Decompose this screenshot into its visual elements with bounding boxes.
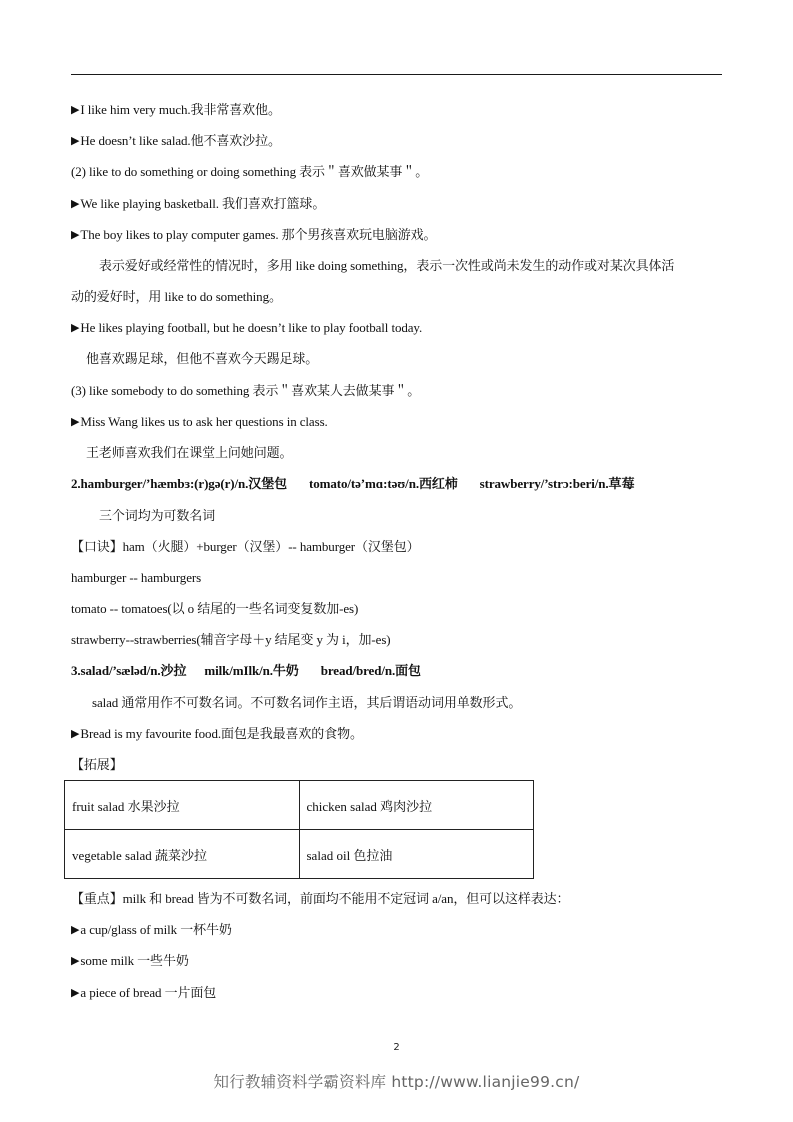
- footer-watermark: 知行教辅资料学霸资料库 http://www.lianjie99.cn/: [213, 1073, 580, 1091]
- page-number: 2: [393, 1042, 400, 1053]
- note: salad 通常用作不可数名词。不可数名词作主语，其后谓语动词用单数形式。: [92, 695, 522, 710]
- table-cell: fruit salad 水果沙拉: [65, 781, 300, 830]
- vocab-heading-2: [71, 475, 634, 493]
- translation: 王老师喜欢我们在课堂上问她问题。: [86, 445, 293, 460]
- vocab-tomato: tomato/tə’mɑ:təʊ/n.西红柿: [309, 476, 458, 491]
- vocab-salad: 3.salad/’sæləd/n.沙拉: [71, 663, 187, 678]
- extension-table: [64, 780, 534, 879]
- header-rule: [71, 74, 722, 75]
- bullet-icon: ▶: [71, 987, 80, 999]
- table-cell: salad oil 色拉油: [299, 830, 534, 879]
- bullet-icon: ▶: [71, 924, 80, 936]
- plural-form: tomato -- tomatoes(以 o 结尾的一些名词变复数加-es): [71, 601, 359, 616]
- plural-form: hamburger -- hamburgers: [71, 570, 202, 585]
- bullet-icon: ▶: [71, 416, 80, 428]
- note: 三个词均为可数名词: [99, 508, 216, 523]
- bullet-icon: ▶: [71, 104, 80, 116]
- example-phrase: ▶a cup/glass of milk 一杯牛奶: [71, 922, 232, 937]
- bullet-icon: ▶: [71, 728, 80, 740]
- bullet-icon: ▶: [71, 198, 80, 210]
- plural-form: strawberry--strawberries(辅音字母＋y 结尾变 y 为 i，加-es): [71, 632, 391, 647]
- example-sentence: ▶Bread is my favourite food.面包是我最喜欢的食物。: [71, 726, 363, 741]
- bullet-icon: ▶: [71, 955, 80, 967]
- bullet-icon: ▶: [71, 322, 80, 334]
- usage-heading: (2) like to do something or doing something 表示＂喜欢做某事＂。: [71, 164, 429, 179]
- translation: 他喜欢踢足球，但他不喜欢今天踢足球。: [86, 351, 319, 366]
- key-point: 【重点】milk 和 bread 皆为不可数名词，前面均不能用不定冠词 a/an，但可以这样表达：: [71, 891, 570, 906]
- vocab-strawberry: strawberry/’strɔ:beri/n.草莓: [479, 476, 635, 491]
- example-sentence: ▶He likes playing football, but he doesn’t like to play football today.: [71, 320, 423, 335]
- table-row: [65, 781, 534, 830]
- example-phrase: ▶some milk 一些牛奶: [71, 953, 189, 968]
- table-cell: vegetable salad 蔬菜沙拉: [65, 830, 300, 879]
- mnemonic: 【口诀】ham（火腿）+burger（汉堡）-- hamburger（汉堡包）: [71, 539, 420, 554]
- table-row: [65, 830, 534, 879]
- vocab-heading-3: [71, 662, 421, 680]
- example-sentence: ▶We like playing basketball. 我们喜欢打篮球。: [71, 196, 326, 211]
- bullet-icon: ▶: [71, 229, 80, 241]
- example-sentence: ▶I like him very much.我非常喜欢他。: [71, 102, 281, 117]
- example-sentence: ▶Miss Wang likes us to ask her questions in class.: [71, 414, 328, 429]
- usage-heading: (3) like somebody to do something 表示＂喜欢某人去做某事＂。: [71, 383, 421, 398]
- vocab-hamburger: 2.hamburger/’hæmbɜ:(r)gə(r)/n.汉堡包: [71, 476, 287, 491]
- bullet-icon: ▶: [71, 135, 80, 147]
- vocab-milk: milk/mIlk/n.牛奶: [204, 663, 299, 678]
- example-sentence: ▶The boy likes to play computer games. 那个男孩喜欢玩电脑游戏。: [71, 227, 437, 242]
- example-sentence: ▶He doesn’t like salad.他不喜欢沙拉。: [71, 133, 281, 148]
- vocab-bread: bread/bred/n.面包: [320, 663, 421, 678]
- explanation-paragraph-cont: 动的爱好时，用 like to do something。: [71, 289, 282, 304]
- explanation-paragraph: 表示爱好或经常性的情况时，多用 like doing something，表示一次性或尚未发生的动作或对某次具体活: [99, 258, 675, 273]
- extension-label: 【拓展】: [71, 757, 123, 772]
- example-phrase: ▶a piece of bread 一片面包: [71, 985, 217, 1000]
- table-cell: chicken salad 鸡肉沙拉: [299, 781, 534, 830]
